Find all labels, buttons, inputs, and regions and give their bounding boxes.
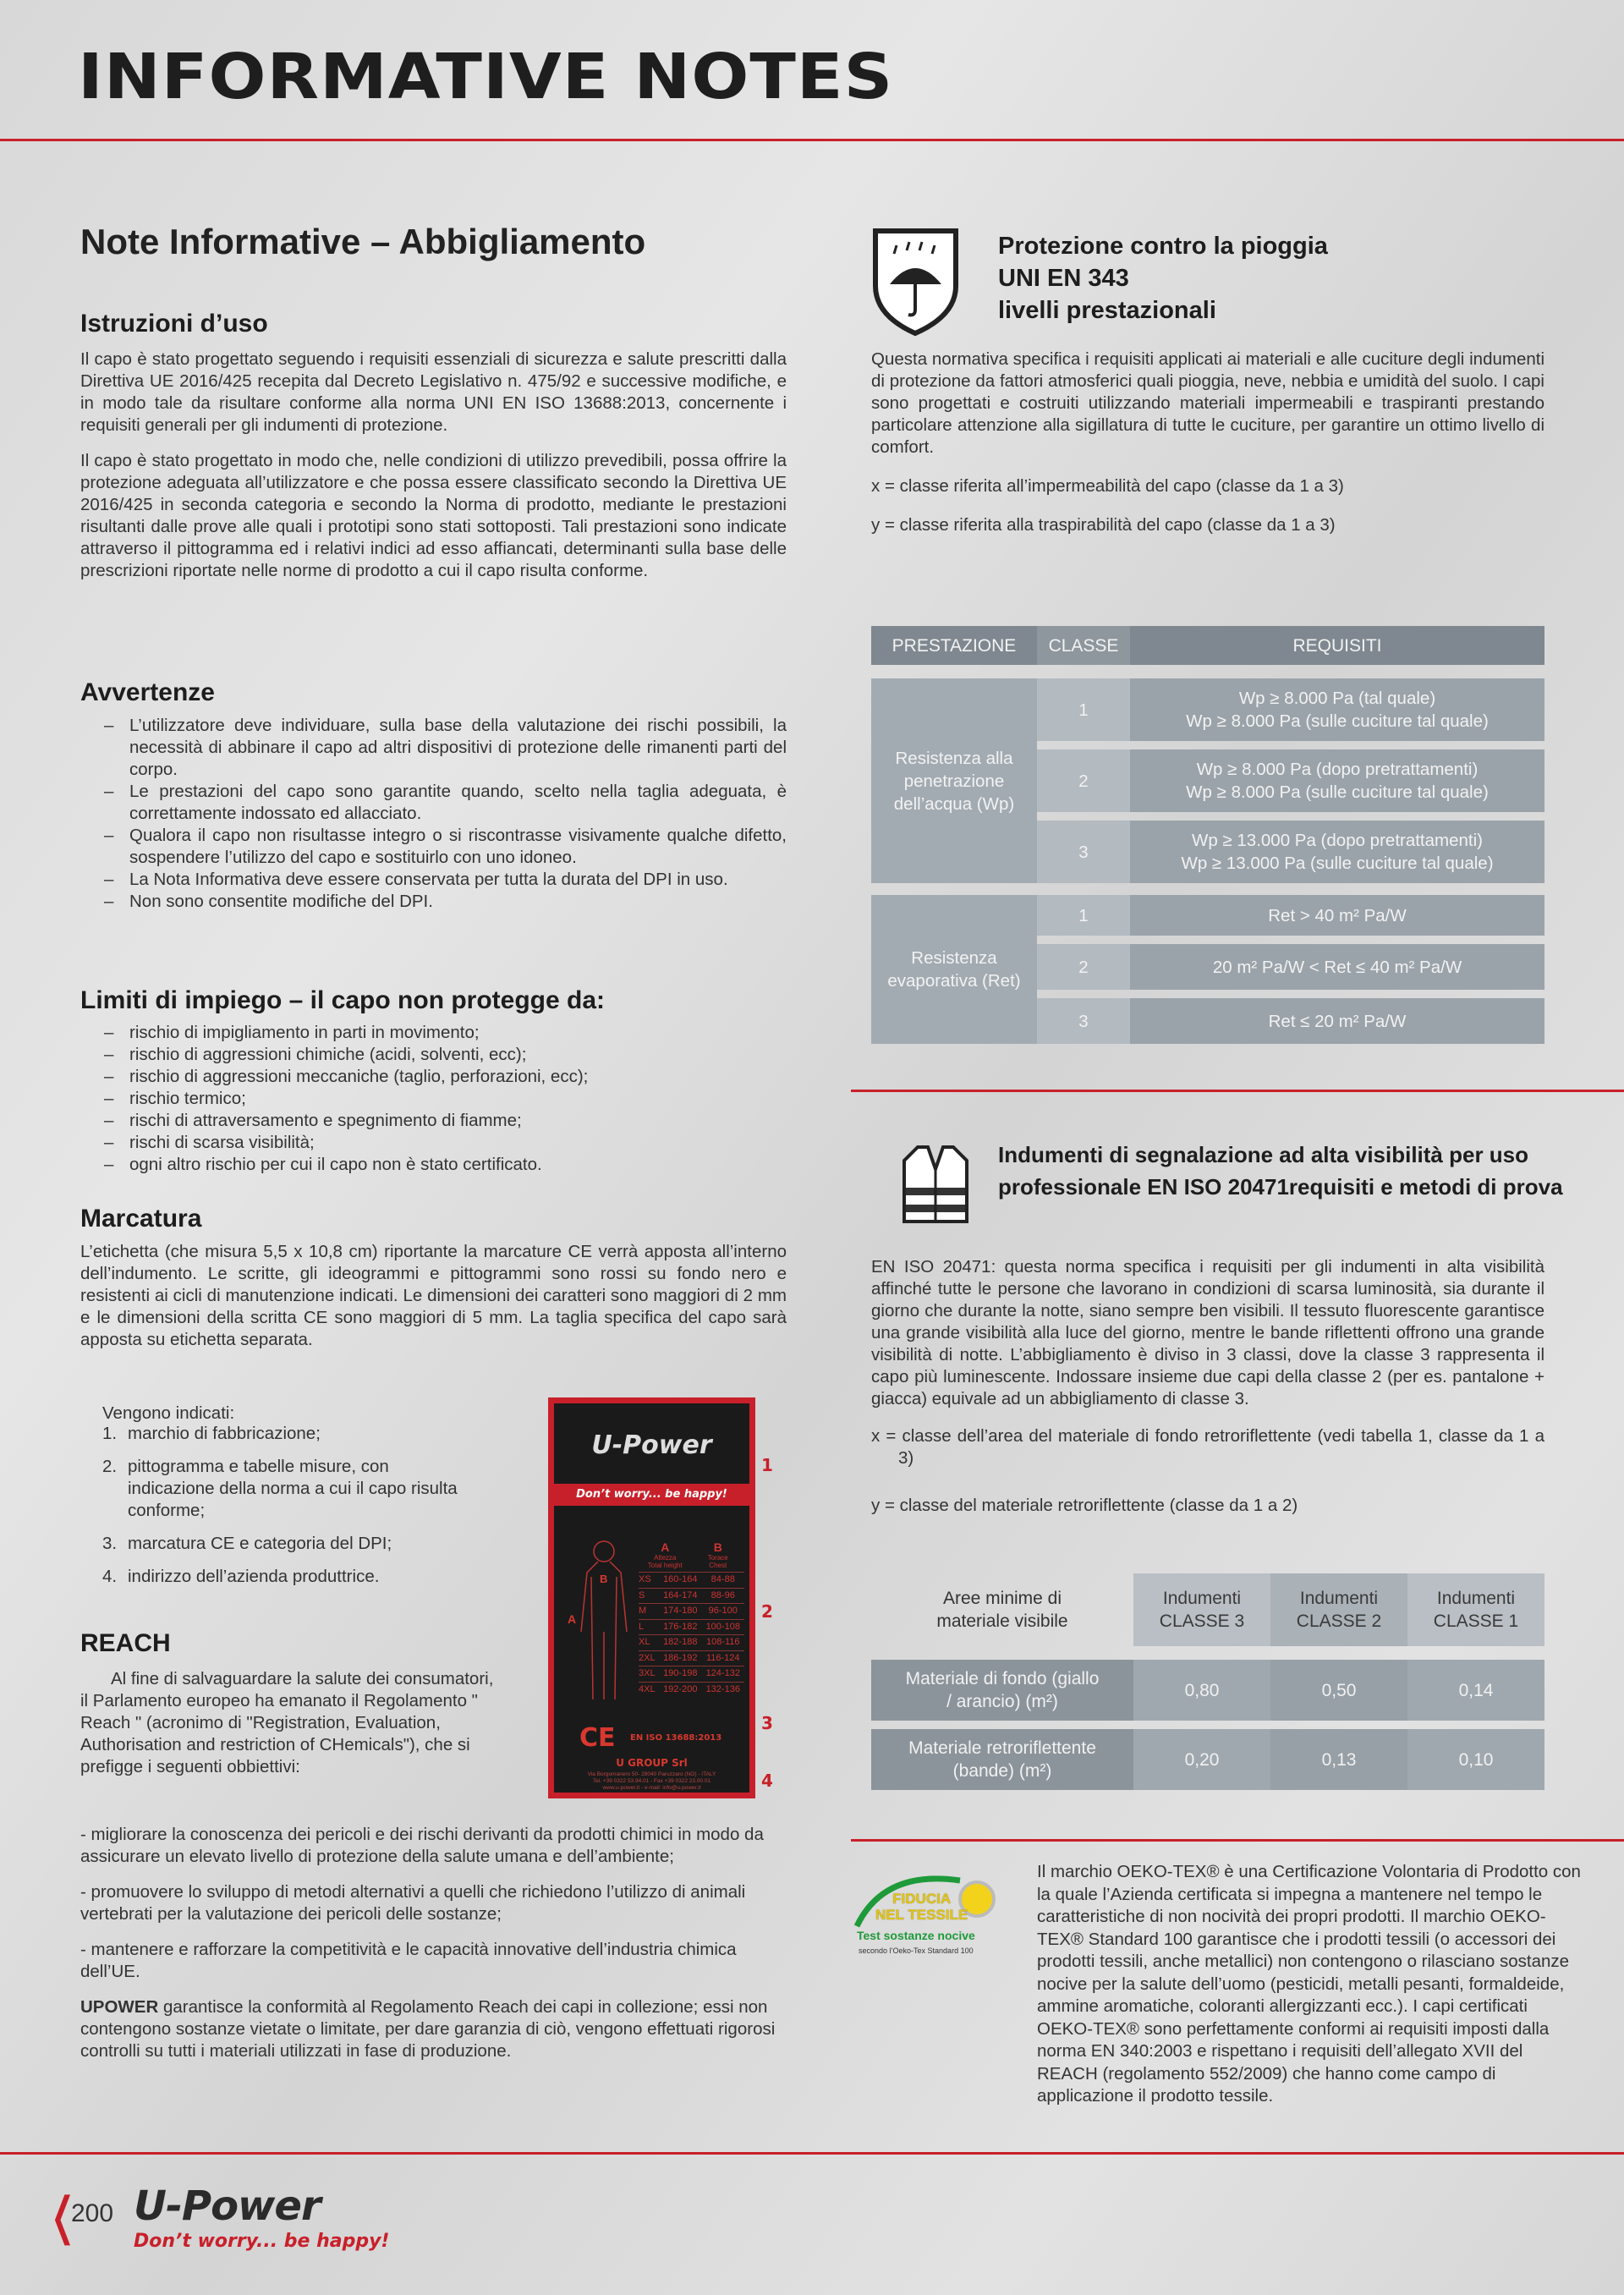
list-item: – rischi di scarsa visibilità; [80,1132,787,1154]
row-label: Materiale di fondo (giallo / arancio) (m²) [871,1660,1133,1721]
section-divider [851,1839,1624,1842]
svg-text:B: B [600,1573,608,1585]
req-cell: Wp ≥ 8.000 Pa (tal quale) Wp ≥ 8.000 Pa (sulle cuciture tal quale) [1130,678,1544,741]
list-item: – Qualora il capo non risultasse integro o si riscontrasse visivamente qualche difetto, sospendere l’utilizzo del capo e sostituirlo con uno idoneo. [80,825,787,869]
label-marker: 2 [761,1601,773,1622]
page-chevron-icon: ❬ [47,2187,80,2244]
list-item: – Non sono consentite modifiche del DPI. [80,891,787,913]
label-address: Via Borgomanero 50- 28040 Paruzzaro (NO) - ITALY Tel. +39 0322 53.94.01 - Fax +39 0322 23.00.01 www.u-power.it - e-mail: info@u-power.it [587,1771,716,1791]
ce-mark: CE [579,1723,616,1753]
list-item: – Le prestazioni del capo sono garantite quando, scelto nella taglia adeguata, è correttamente indossato ed allacciato. [80,781,787,825]
footer-divider [0,2152,1624,2155]
label-company: U GROUP Srl [616,1757,688,1769]
hivis-text [871,1256,1544,1517]
label-marker: 1 [761,1455,773,1475]
wp-label: Resistenza alla penetrazione dell’acqua (Wp) [871,678,1037,883]
class-cell: 1 [1037,678,1130,741]
label-marker: 4 [761,1771,773,1791]
reach-closing: UPOWER garantisce la conformità al Regolamento Reach dei capi in collezione; essi non contengono sostanze vietate o limitate, per dare garanzia di ciò, vengono effettuati rigorosi controlli su tutti i materiali utilizzati in fase di produzione. [80,1997,776,2061]
page-header-title: INFORMATIVE NOTES [78,41,894,113]
limiti-heading: Limiti di impiego – il capo non protegge da: [80,986,606,1014]
footer-slogan: Don’t worry... be happy! [134,2231,390,2252]
list-item: – rischio di aggressioni chimiche (acidi, solventi, ecc); [80,1044,787,1066]
hivis-area-table [871,1573,1544,1790]
reach-point: - migliorare la conoscenza dei pericoli e dei rischi derivanti da prodotti chimici in modo da assicurare un elevato livello di protezione della salute umana e dell’ambiente; [80,1825,764,1866]
label-brand-logo: U-Power [591,1430,712,1460]
avvertenze-heading: Avvertenze [80,678,215,706]
marcatura-intro: Vengono indicati: [102,1403,235,1423]
ret-label: Resistenza evaporativa (Ret) [871,895,1037,1044]
reach-points [80,1824,787,2062]
size-row: S 164-174 88-96 [639,1588,744,1604]
istruzioni-heading: Istruzioni d’uso [80,310,268,338]
umbrella-rain-shield-icon [871,227,960,337]
label-norm: EN ISO 13688:2013 [630,1733,722,1743]
reach-heading: REACH [80,1629,171,1657]
label-slogan: Don’t worry... be happy! [548,1484,755,1506]
limiti-list [80,1022,787,1176]
size-row: XS 160-164 84-88 [639,1572,744,1588]
table-header: PRESTAZIONE [871,626,1037,665]
rain-paragraph: Questa normativa specifica i requisiti applicati ai materiali e alle cuciture degli indumenti di protezione da fattori atmosferici quali pioggia, neve, nebbia e umidità del suolo. I capi sono progettati e costruiti utilizzando materiali impermeabili e traspiranti prestando particolare attenzione alla sigillatura di tutte le cuciture, per garantire un ottimo livello di comfort. [871,349,1544,457]
list-item: – rischio di aggressioni meccaniche (taglio, perforazioni, ecc); [80,1066,787,1088]
hivis-y-note: y = classe del materiale retroriflettente (classe da 1 a 2) [871,1496,1298,1515]
page-number: 200 [71,2199,114,2227]
size-row: 2XL 186-192 116-124 [639,1650,744,1666]
table-cell: 0,14 [1407,1660,1544,1721]
req-cell: 20 m² Pa/W < Ret ≤ 40 m² Pa/W [1130,944,1544,990]
size-row: 4XL 192-200 132-136 [639,1682,744,1698]
istruzioni-text [80,349,787,582]
table-cell: 0,13 [1270,1729,1407,1790]
body-figure-icon [566,1539,634,1708]
class-cell: 3 [1037,821,1130,883]
size-row: XL 182-188 108-116 [639,1634,744,1650]
list-item: – La Nota Informativa deve essere conservata per tutta la durata del DPI in uso. [80,869,787,891]
rain-x-note: x = classe riferita all’impermeabilità del capo (classe da 1 a 3) [871,476,1344,496]
hivis-x-note: x = classe dell’area del materiale di fondo retroriflettente (vedi tabella 1, classe da 1 a 3) [871,1426,1544,1468]
list-item: – L’utilizzatore deve individuare, sulla base della valutazione dei rischi possibili, la necessità di abbinare il capo ad altri dispositivi di protezione delle rimanenti parti del corpo. [80,715,787,781]
hivis-paragraph: EN ISO 20471: questa norma specifica i requisiti per gli indumenti in alta visibilità affinché tutte le persone che lavorano in condizioni di scarsa luminosità, sia durante il giorno che durante la notte, siano sempre ben visibili. Il tessuto fluorescente garantisce una grande visibilità alla luce del giorno, mentre le bande riflettenti offrono una grande visibilità di notte. L’abbigliamento è diviso in 3 classi, dove la classe 3 rappresenta il capo più luminescente. Indossare insieme due capi della classe 2 (per es. pantalone + giacca) equivale ad un abbigliamento di classe 3. [871,1257,1544,1408]
section-title: Note Informative – Abbigliamento [80,222,646,261]
req-cell: Ret ≤ 20 m² Pa/W [1130,998,1544,1044]
class-cell: 2 [1037,944,1130,990]
footer-brand-logo: U-Power Don’t worry... be happy! [134,2182,390,2252]
table-header: Indumenti CLASSE 2 [1270,1573,1407,1646]
label-marker: 3 [761,1713,773,1733]
list-item: 2. pittogramma e tabelle misure, con indicazione della norma a cui il capo risulta conforme; [102,1457,458,1520]
req-cell: Wp ≥ 8.000 Pa (dopo pretrattamenti) Wp ≥ 8.000 Pa (sulle cuciture tal quale) [1130,749,1544,812]
rain-title: Protezione contro la pioggia UNI EN 343 livelli prestazionali [998,233,1328,324]
section-divider [851,1090,1624,1092]
istruzioni-paragraph: Il capo è stato progettato seguendo i requisiti essenziali di sicurezza e salute prescritti dalla Direttiva UE 2016/425 recepita dal Decreto Legislativo n. 475/92 e successive modifiche, e in modo tale da risultare conforme alla norma UNI EN ISO 13688:2013, concernente i requisiti generali per gli indumenti di protezione. [80,349,787,435]
class-cell: 3 [1037,998,1130,1044]
list-item: 4. indirizzo dell’azienda produttrice. [102,1567,380,1586]
rain-y-note: y = classe riferita alla traspirabilità del capo (classe da 1 a 3) [871,515,1336,535]
list-item: – rischio termico; [80,1088,787,1110]
header-divider [0,139,1624,141]
table-cell: 0,20 [1133,1729,1270,1790]
avvertenze-list [80,715,787,913]
svg-text:A: A [568,1612,577,1626]
table-header: CLASSE [1037,626,1130,665]
ce-label-image [548,1397,755,1798]
table-cell: 0,80 [1133,1660,1270,1721]
list-item: 1. marchio di fabbricazione; [102,1424,321,1443]
hi-vis-vest-icon [901,1144,970,1225]
reach-point: - mantenere e rafforzare la competitività e le capacità innovative dell’industria chimica dell’UE. [80,1940,737,1981]
rain-text [871,349,1544,536]
req-cell: Ret > 40 m² Pa/W [1130,895,1544,936]
class-cell: 2 [1037,749,1130,812]
oeko-paragraph: Il marchio OEKO-TEX® è una Certificazione Volontaria di Prodotto con la quale l’Azienda certificata si impegna a mantenere nel tempo le caratteristiche di non nocività dei propri prodotti. Il marchio OEKO-TEX® Standard 100 garantisce che i prodotti tessili (o accessori dei prodotti tessili, anche metallici) non contengono o rilasciano sostanze nocive per la salute dell’uomo (pesticidi, metalli pesanti, formaldeide, ammine aromatiche, coloranti allergizzanti ecc.). I capi certificati OEKO-TEX® sono perfettamente conformi ai requisiti imposti dalla norma EN 340:2003 e rispettano i requisiti dell’allegato XVII del REACH (regolamento 552/2009) che hanno come campo di applicazione il prodotto tessile. [1037,1862,1581,2106]
table-header: Indumenti CLASSE 1 [1407,1573,1544,1646]
size-row: M 174-180 96-100 [639,1603,744,1619]
list-item: – rischio di impigliamento in parti in movimento; [80,1022,787,1044]
size-table: A Altezza Total height B Torace Chest XS 160-164 84-88 S 164-174 88-96 M 174-180 96-100 L 176-182 100-108 XL 182-188 108-116 2XL 186-192 116-124 3XL 190-198 124-132 4XL 192-200 132-136 [639,1540,744,1697]
istruzioni-paragraph: Il capo è stato progettato in modo che, nelle condizioni di utilizzo prevedibili, possa offrire la protezione adeguata all’utilizzatore e che possa essere classificato secondo la Direttiva UE 2016/425 in seconda categoria e secondo la Norma di prodotto, mediante le prestazioni risultanti dalle prove alle quali i prototipi sono stati sottoposti. Tali prestazioni sono indicate attraverso il pittogramma ed i relativi indici ad esso affiancati, determinanti sulla base delle prescrizioni riportate nelle norme di prodotto a cui il capo risulta conforme. [80,451,787,580]
row-label: Materiale retroriflettente (bande) (m²) [871,1729,1133,1790]
table-corner: Aree minime di materiale visibile [936,1589,1068,1631]
table-cell: 0,50 [1270,1660,1407,1721]
table-cell: 0,10 [1407,1729,1544,1790]
rain-performance-table [871,626,1544,1044]
oeko-tex-logo: FIDUCIA NEL TESSILE Test sostanze nocive secondo l’Oeko-Tex Standard 100 [850,1865,1019,1958]
hivis-title: Indumenti di segnalazione ad alta visibilità per uso professionale EN ISO 20471requisiti e metodi di prova [998,1142,1563,1200]
list-item: – rischi di attraversamento e spegnimento di fiamme; [80,1110,787,1132]
reach-point: - promuovere lo sviluppo di metodi alternativi a quelli che richiedono l’utilizzo di animali vertebrati per la valutazione dei pericoli delle sostanze; [80,1882,746,1924]
table-header: REQUISITI [1130,626,1544,665]
req-cell: Wp ≥ 13.000 Pa (dopo pretrattamenti) Wp ≥ 13.000 Pa (sulle cuciture tal quale) [1130,821,1544,883]
list-item: – ogni altro rischio per cui il capo non è stato certificato. [80,1154,787,1176]
table-header: Indumenti CLASSE 3 [1133,1573,1270,1646]
reach-intro: Al fine di salvaguardare la salute dei consumatori, il Parlamento europeo ha emanato il Regolamento " Reach " (acronimo di "Registration, Evaluation, Authorisation and restriction of CHemicals"), che si prefigge i seguenti obbiettivi: [80,1669,494,1776]
marcatura-paragraph: L’etichetta (che misura 5,5 x 10,8 cm) riportante la marcature CE verrà apposta all’interno dell’indumento. Le scritte, gli ideogrammi e pittogrammi sono rossi su fondo nero e resistenti ai cicli di manutenzione indicati. Le dimensioni dei caratteri sono maggiori di 2 mm e le dimensioni della scritta CE sono maggiori di 5 mm. La taglia specifica del capo sarà apposta su etichetta separata. [80,1242,787,1349]
marcatura-heading: Marcatura [80,1205,202,1233]
class-cell: 1 [1037,895,1130,936]
marcatura-list [80,1423,529,1599]
size-row: L 176-182 100-108 [639,1619,744,1635]
size-row: 3XL 190-198 124-132 [639,1666,744,1682]
list-item: 3. marcatura CE e categoria del DPI; [102,1534,392,1553]
